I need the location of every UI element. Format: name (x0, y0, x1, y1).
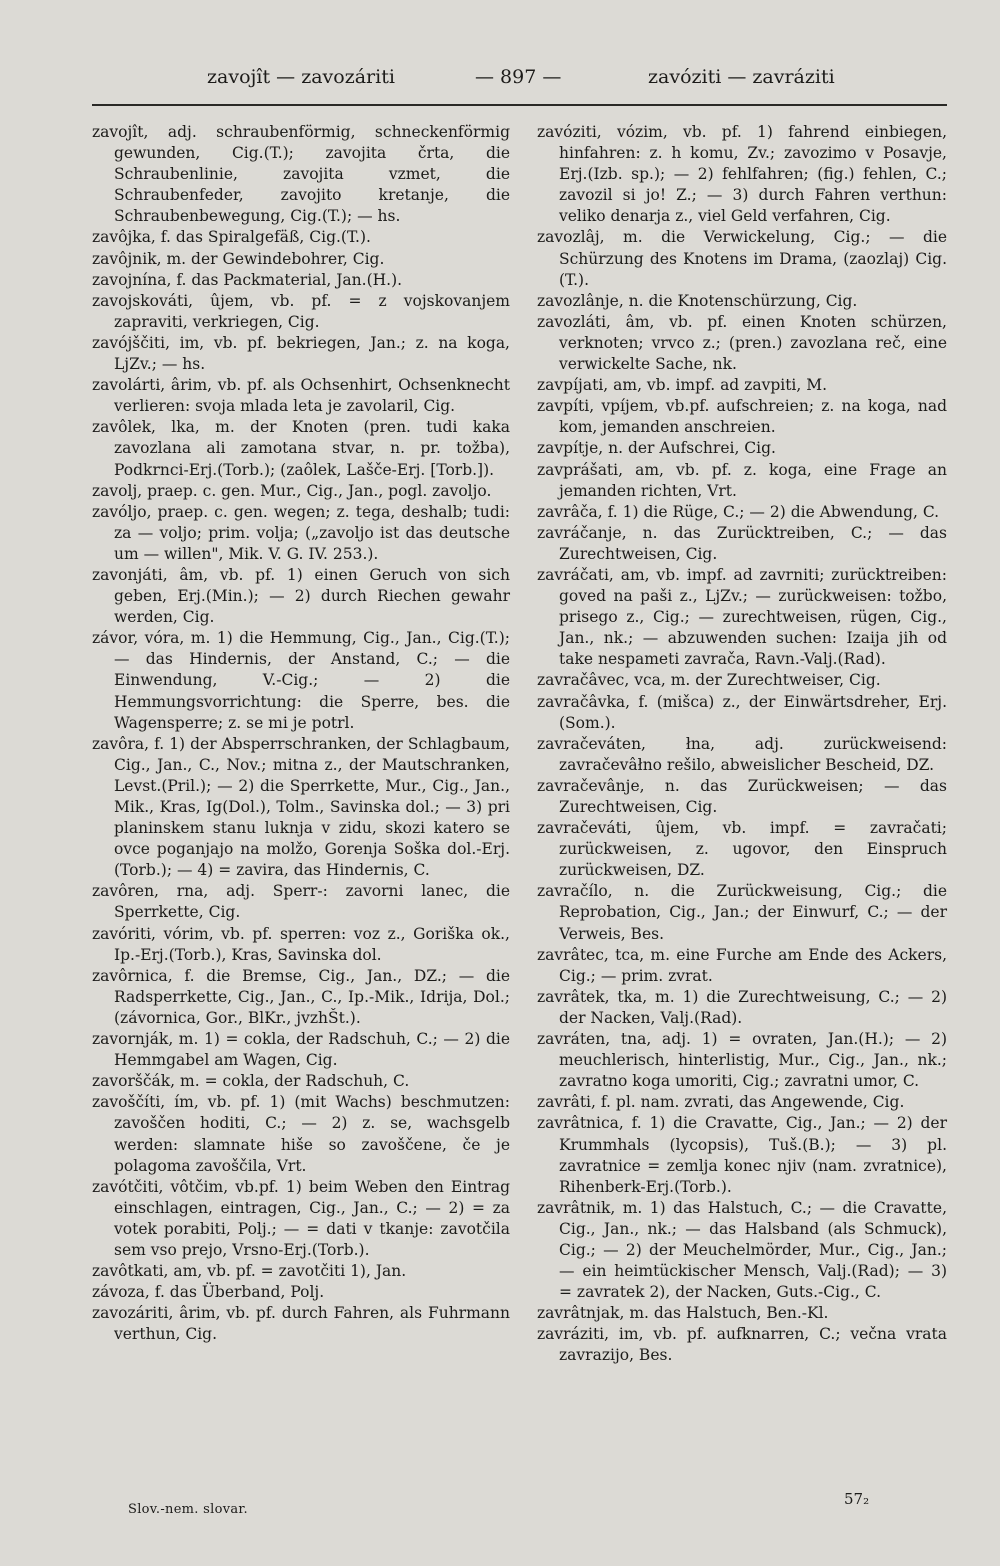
dictionary-entry: zavôlek, lka, m. der Knoten (pren. tudi kaka zavozlana ali zamotana stvar, n. pr. tožba), Podkrnci-Erj.(Torb.); (zaôlek, Lašče-Erj. [Torb.]). (92, 418, 510, 479)
dictionary-entry: zavótčiti, vôtčim, vb.pf. 1) beim Weben den Eintrag einschlagen, eintragen, Cig., Jan., C.; — 2) = za votek porabiti, Polj.; — = dati v tkanje: zavotčila sem vso prejo, Vrsno-Erj.(Torb.). (92, 1177, 510, 1259)
header-right-guide-words: zavóziti — zavráziti (648, 66, 835, 88)
dictionary-entry: zavrâča, f. 1) die Rüge, C.; — 2) die Abwendung, C. (537, 502, 940, 521)
page-header (95, 62, 945, 96)
dictionary-entry: zavráten, tna, adj. 1) = ovraten, Jan.(H.); — 2) meuchlerisch, hinterlistig, Mur., Cig., Jan., nk.; zavratno koga umoriti, Cig.; zavratni umor, C. (537, 1030, 947, 1091)
dictionary-entry: zavonjáti, âm, vb. pf. 1) einen Geruch von sich geben, Erj.(Min.); — 2) durch Riechen gewahr werden, Cig. (92, 565, 510, 627)
dictionary-entry: zavračeváten, łna, adj. zurückweisend: zavračevâłno rešilo, abweislicher Bescheid, DZ. (537, 734, 947, 774)
dictionary-entry: zavračevânje, n. das Zurückweisen; — das Zurechtweisen, Cig. (537, 776, 947, 816)
footer-title: Slov.-nem. slovar. (128, 1502, 248, 1517)
dictionary-entry: zavrâtnik, m. 1) das Halstuch, C.; — die Cravatte, Cig., Jan., nk.; — das Halsband (als Schmuck), Cig.; — 2) der Meuchelmörder, Mur., Cig., Jan.; — ein heimtückischer Mensch, Valj.(Rad); — 3) = zavratek 2), der Nacken, Guts.-Cig., C. (537, 1198, 947, 1302)
dictionary-entry: zavôtkati, am, vb. pf. = zavotčiti 1), Jan. (92, 1262, 407, 1281)
dictionary-entry: zavrâtec, tca, m. eine Furche am Ende des Ackers, Cig.; — prim. zvrat. (537, 945, 947, 985)
dictionary-entry: zavrâtek, tka, m. 1) die Zurechtweisung, C.; — 2) der Nacken, Valj.(Rad). (537, 987, 947, 1027)
dictionary-entry: zavračâvka, f. (mišca) z., der Einwärtsdreher, Erj.(Som.). (537, 692, 947, 732)
dictionary-entry: zavrâtnica, f. 1) die Cravatte, Cig., Jan.; — 2) der Krummhals (lycopsis), Tuš.(B.); — 3) pl. zavratnice = zemlja konec njiv (nam. zvratnice), Rihenberk-Erj.(Torb.). (537, 1114, 947, 1196)
dictionary-entry: zavprášati, am, vb. pf. z. koga, eine Frage an jemanden richten, Vrt. (537, 460, 947, 500)
dictionary-entry: zavpíti, vpíjem, vb.pf. aufschreien; z. na koga, nad kom, jemanden anschreien. (537, 397, 947, 437)
dictionary-entry: zavôjnik, m. der Gewindebohrer, Cig. (92, 249, 385, 268)
dictionary-entry: zavpíjati, am, vb. impf. ad zavpiti, M. (537, 376, 828, 395)
page-number: — 897 — (475, 66, 562, 88)
dictionary-entry: zavračílo, n. die Zurückweisung, Cig.; die Reprobation, Cig., Jan.; der Einwurf, C.; — der Verweis, Bes. (537, 882, 947, 943)
dictionary-entry: závoza, f. das Überband, Polj. (92, 1283, 325, 1302)
dictionary-entry: zavrâti, f. pl. nam. zvrati, das Angewende, Cig. (537, 1093, 905, 1112)
dictionary-entry: zavolárti, ârim, vb. pf. als Ochsenhirt, Ochsenknecht verlieren: svoja mlada leta je zavolaril, Cig. (92, 376, 510, 416)
dictionary-entry: zavrâtnjak, m. das Halstuch, Ben.-Kl. (537, 1304, 829, 1323)
left-column (92, 122, 510, 1345)
dictionary-entry: zavoščíti, ím, vb. pf. 1) (mit Wachs) beschmutzen: zavoščen hoditi, C.; — 2) z. se, wachsgelb werden: slamnate hiše so zavoščene, če je polagoma zavoščila, Vrt. (92, 1093, 510, 1175)
dictionary-entry: zavozáriti, ârim, vb. pf. durch Fahren, als Fuhrmann verthun, Cig. (92, 1304, 510, 1344)
dictionary-entry: zavóriti, vórim, vb. pf. sperren: voz z., Goriška ok., Ip.-Erj.(Torb.), Kras, Savinska dol. (92, 924, 510, 964)
dictionary-entry: zavozláti, âm, vb. pf. einen Knoten schürzen, verknoten; vrvco z.; (pren.) zavozlana reč, eine verwickelte Sache, nk. (537, 312, 947, 374)
dictionary-entry: zavračeváti, ûjem, vb. impf. = zavračati; zurückweisen, z. ugovor, den Einspruch zurückweisen, DZ. (537, 819, 947, 880)
dictionary-entry: zavozlânje, n. die Knotenschürzung, Cig. (537, 291, 858, 310)
dictionary-entry: zavornják, m. 1) = cokla, der Radschuh, C.; — 2) die Hemmgabel am Wagen, Cig. (92, 1030, 510, 1070)
dictionary-entry: zavozlâj, m. die Verwickelung, Cig.; — die Schürzung des Knotens im Drama, (zaozlaj) Cig.(T.). (537, 228, 947, 289)
dictionary-entry: zavójščiti, im, vb. pf. bekriegen, Jan.; z. na koga, LjZv.; — hs. (92, 333, 510, 374)
dictionary-entry: zavračâvec, vca, m. der Zurechtweiser, Cig. (537, 671, 881, 690)
dictionary-entry: závor, vóra, m. 1) die Hemmung, Cig., Jan., Cig.(T.); — das Hindernis, der Anstand, C.; — die Einwendung, V.-Cig.; — 2) die Hemmungsvorrichtung: die Sperre, bes. die Wagensperre; z. se mi je potrl. (92, 629, 510, 732)
header-left-guide-words: zavojît — zavozáriti (207, 66, 395, 88)
dictionary-entry: zavorščák, m. = cokla, der Radschuh, C. (92, 1072, 410, 1091)
dictionary-entry: zavojnína, f. das Packmaterial, Jan.(H.). (92, 270, 403, 289)
dictionary-entry: zavojskováti, ûjem, vb. pf. = z vojskovanjem zapraviti, verkriegen, Cig. (92, 291, 510, 331)
dictionary-entry: zavôren, rna, adj. Sperr-: zavorni lanec, die Sperrkette, Cig. (92, 882, 510, 922)
dictionary-entry: zavolj, praep. c. gen. Mur., Cig., Jan., pogl. zavoljo. (92, 481, 492, 500)
dictionary-entry: zavojît, adj. schraubenförmig, schneckenförmig gewunden, Cig.(T.); zavojita črta, die Schraubenlinie, zavojita vzmet, die Schraubenfeder, zavojito kretanje, die Schraubenbewegung, Cig.(T.); — hs. (92, 123, 510, 226)
dictionary-entry: zavráčanje, n. das Zurücktreiben, C.; — das Zurechtweisen, Cig. (537, 523, 947, 563)
signature-mark: 57₂ (844, 1490, 870, 1508)
dictionary-entry: zavráčati, am, vb. impf. ad zavrniti; zurücktreiben: goved na paši z., LjZv.; — zurückweisen: tožbo, prisego z., Cig.; — zurechtweisen, rügen, Cig., Jan., nk.; — abzuwenden suchen: Izaija jih od take nespameti zavrača, Ravn.-Valj.(Rad). (537, 565, 947, 669)
dictionary-entry: zavôrnica, f. die Bremse, Cig., Jan., DZ.; — die Radsperrkette, Cig., Jan., C., Ip.-Mik., Idrija, Dol.; (závornica, Gor., BlKr., jvzhŠt.). (92, 966, 510, 1027)
header-rule (92, 104, 947, 106)
dictionary-entry: zavôjka, f. das Spiralgefäß, Cig.(T.). (92, 228, 371, 247)
dictionary-entry: zavôra, f. 1) der Absperrschranken, der Schlagbaum, Cig., Jan., C., Nov.; mitna z., der Mautschranken, Levst.(Pril.); — 2) die Sperrkette, Mur., Cig., Jan., Mik., Kras, Ig(Dol.), Tolm., Savinska dol.; — 3) pri planinskem stanu luknja v zidu, skozi katero se ovce poganjajo na molžo, Gorenja Soška dol.-Erj.(Torb.); — 4) = zavira, das Hindernis, C. (92, 734, 510, 880)
right-column (537, 122, 947, 1367)
dictionary-entry: zavóljo, praep. c. gen. wegen; z. tega, deshalb; tudi: za — voljo; prim. volja; („zavoljo ist das deutsche um — willen", Mik. V. G. IV. 253.). (92, 502, 510, 563)
dictionary-entry: zavpítje, n. der Aufschrei, Cig. (537, 439, 776, 458)
dictionary-entry: zavóziti, vózim, vb. pf. 1) fahrend einbiegen, hinfahren: z. h komu, Zv.; zavozimo v Posavje, Erj.(Izb. sp.); — 2) fehlfahren; (fig.) fehlen, C.; zavozil si jo! Z.; — 3) durch Fahren verthun: veliko denarja z., viel Geld verfahren, Cig. (537, 123, 947, 226)
dictionary-entry: zavráziti, im, vb. pf. aufknarren, C.; večna vrata zavrazijo, Bes. (537, 1325, 947, 1365)
